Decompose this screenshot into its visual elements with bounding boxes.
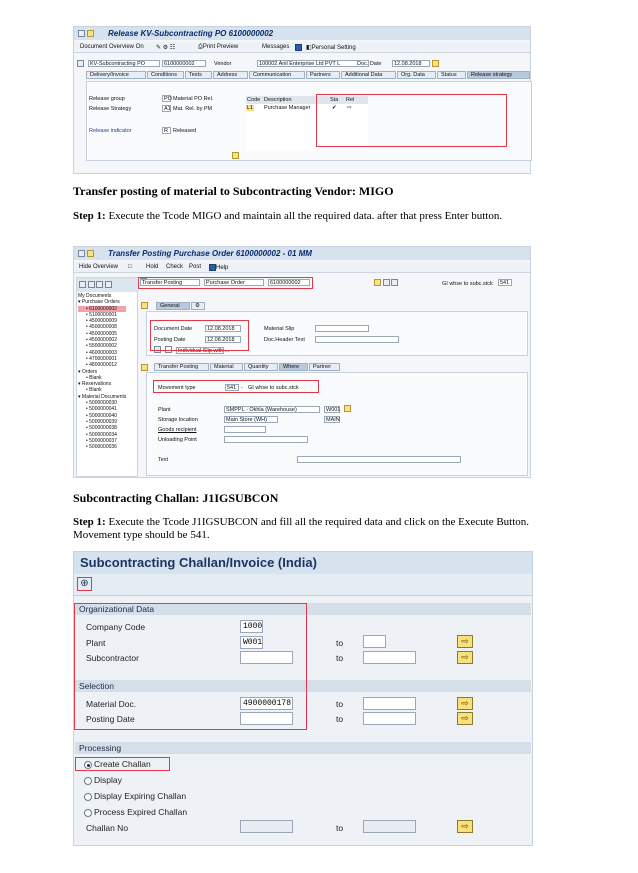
plant-to-label: to <box>336 638 344 648</box>
toolbar <box>74 574 532 596</box>
tab-status[interactable]: Status <box>437 71 466 79</box>
person-icon: ◧ <box>306 45 312 51</box>
tree-icons[interactable] <box>79 281 112 288</box>
subcontractor-multiple-selection-button[interactable]: ⇨ <box>457 651 473 664</box>
subcontractor-label: Subcontractor <box>86 653 139 663</box>
vendor-label: Vendor <box>214 61 232 67</box>
document-tree <box>76 277 138 477</box>
tree-list <box>78 293 126 450</box>
tree-material-doc-item[interactable]: • 5000000038 <box>86 425 117 432</box>
plant-field[interactable]: W001 <box>240 636 263 649</box>
tree-orders-blank[interactable]: • Blank <box>86 374 102 381</box>
goods-recipient-label: Goods recipient <box>158 427 197 433</box>
text-label: Text <box>158 457 169 463</box>
tab-address[interactable]: Address <box>213 71 248 79</box>
release-group-label: Release group <box>89 96 125 102</box>
tree-toolbar <box>77 278 139 292</box>
tab-extra-icon[interactable]: ⚙ <box>191 302 205 310</box>
release-strategy-code[interactable]: A1 <box>164 106 171 112</box>
tab-delivery-invoice[interactable]: Delivery/Invoice <box>86 71 146 79</box>
posting-date-label: Posting Date <box>154 337 186 343</box>
challan-no-label: Challan No <box>86 823 129 833</box>
help-button[interactable]: Help <box>209 264 228 271</box>
posting-date-to-field[interactable] <box>363 712 416 725</box>
challan-no-field[interactable] <box>240 820 293 833</box>
po-number-field[interactable]: 6100000002 <box>162 60 206 67</box>
screenshot-subcon-challan <box>73 551 533 846</box>
doc-date-field[interactable]: 12.08.2018 <box>392 60 430 67</box>
po-number-field[interactable]: 6100000002 <box>268 279 310 286</box>
tree-material-doc-item[interactable]: • 5000000039 <box>86 418 117 425</box>
col-description: Description <box>264 97 292 103</box>
tab-partner[interactable]: Partner <box>309 363 340 371</box>
plant-field[interactable]: SMPPL - Okhla (Warehouse) <box>224 406 320 413</box>
section1-heading: Transfer posting of material to Subcontracting Vendor: MIGO <box>73 184 394 198</box>
step-label: Step 1: <box>73 210 106 222</box>
radio-icon <box>84 809 92 817</box>
col-code: Code <box>247 97 261 103</box>
screenshot-migo <box>73 246 531 478</box>
reference-select[interactable]: Purchase Order <box>204 279 264 286</box>
movement-type-label: Movement type <box>158 385 196 391</box>
po-item-list <box>78 306 126 369</box>
material-doc-to-field[interactable] <box>363 697 416 710</box>
tree-purchase-orders[interactable]: ▾ Purchase Orders <box>78 299 120 306</box>
tree-reservations-blank[interactable]: • Blank <box>86 387 102 394</box>
plant-label: Plant <box>86 638 106 648</box>
tree-po-item[interactable]: • 4600000003 <box>86 349 117 356</box>
plant-label: Plant <box>158 407 171 413</box>
material-doc-field[interactable]: 4900000178 <box>240 697 293 710</box>
tab-material[interactable]: Material <box>210 363 243 371</box>
tree-po-item[interactable]: • 5100000001 <box>86 311 117 318</box>
posting-date-multiple-selection-button[interactable]: ⇨ <box>457 712 473 725</box>
window-title: Release KV-Subcontracting PO 6100000002 <box>74 27 530 40</box>
radio-icon <box>84 793 92 801</box>
personal-setting-button[interactable]: ◧Personal Setting <box>306 45 356 51</box>
tree-material-doc-item[interactable]: • 5000000040 <box>86 412 117 419</box>
challan-no-to-label: to <box>336 823 344 833</box>
goods-recipient-field[interactable] <box>224 426 266 433</box>
doc-header-text-field[interactable] <box>315 336 399 343</box>
tab-where[interactable]: Where <box>279 363 308 371</box>
release-group-desc: Material PO Rel. <box>173 96 214 102</box>
text-field[interactable] <box>297 456 461 463</box>
hold-button[interactable]: Hold <box>146 264 159 270</box>
release-indicator-code[interactable]: R <box>162 127 171 134</box>
doc-type-icon <box>77 60 84 67</box>
doc-type-select[interactable]: KV-Subcontracting PO <box>88 60 160 67</box>
release-indicator-label: Release indicator <box>89 128 132 134</box>
posting-date-label: Posting Date <box>86 714 135 724</box>
col-status: Sta <box>330 97 339 103</box>
option-create-challan[interactable]: Create Challan <box>84 759 151 769</box>
tab-transfer-posting[interactable]: Transfer Posting <box>154 363 209 371</box>
tree-po-item[interactable]: • 4500000002 <box>86 337 117 344</box>
movement-type-desc: GI whse to subc.stck <box>248 385 299 391</box>
company-code-label: Company Code <box>86 622 146 632</box>
row-description: Purchase Manager <box>264 105 311 111</box>
release-strategy-label: Release Strategy <box>89 106 132 112</box>
tab-strip <box>86 71 532 81</box>
material-slip-label: Material Slip <box>264 326 295 332</box>
org-section-header: Organizational Data <box>75 603 531 615</box>
highlight-box-action <box>138 277 313 289</box>
title-bar <box>74 552 532 574</box>
document-date-field[interactable]: 12.08.2018 <box>205 325 241 332</box>
highlight-box-movement <box>153 380 319 393</box>
tab-quantity[interactable]: Quantity <box>244 363 278 371</box>
toolbar-icons[interactable]: ✎ ⚙ ☷ <box>156 45 176 51</box>
step-text: Execute the Tcode J1IGSUBCON and fill all the required data and click on the Execute Button. Movement type should be 541. <box>73 516 530 541</box>
vendor-field[interactable]: 100002 Anil Enterprise Ltd PVT L <box>257 60 369 67</box>
challan-no-multiple-selection-button[interactable]: ⇨ <box>457 820 473 833</box>
menu-icon[interactable] <box>78 30 94 37</box>
tree-material-doc-item[interactable]: • 5000000036 <box>86 444 117 451</box>
document-date-label: Document Date <box>154 326 193 332</box>
material-doc-multiple-selection-button[interactable]: ⇨ <box>457 697 473 710</box>
tree-material-documents[interactable]: ▾ Material Documents <box>78 393 127 400</box>
highlight-box-selection <box>74 603 307 730</box>
tree-po-item[interactable]: • 4800000012 <box>86 362 117 369</box>
subcontractor-to-field[interactable] <box>363 651 416 664</box>
section1-step <box>73 210 553 223</box>
warning-icon <box>432 60 439 67</box>
tab-conditions[interactable]: Conditions <box>147 71 184 79</box>
new-doc-icon[interactable]: □ <box>128 264 132 270</box>
tree-po-item[interactable]: • 4500000009 <box>86 318 117 325</box>
toolbar <box>74 42 530 53</box>
movement-type-dash: - <box>241 385 243 391</box>
action-select[interactable]: Transfer Posting <box>140 279 200 286</box>
tree-po-item[interactable]: • 6100000002 <box>78 306 126 312</box>
highlight-box <box>316 94 507 147</box>
option-display-expiring[interactable]: Display Expiring Challan <box>84 791 186 801</box>
processing-section-header: Processing <box>75 742 531 754</box>
radio-selected-icon <box>84 761 92 769</box>
menu-icon[interactable] <box>78 250 94 257</box>
tree-po-item[interactable]: • 4700000001 <box>86 355 117 362</box>
plant-code[interactable]: W001 <box>326 407 341 413</box>
tree-orders[interactable]: ▾ Orders <box>78 368 98 375</box>
slip-select[interactable]: Individual Slip with ... <box>178 348 230 354</box>
collapse-icon[interactable] <box>141 302 148 309</box>
tab-communication[interactable]: Communication <box>249 71 305 79</box>
unloading-point-field[interactable] <box>224 436 308 443</box>
posting-date-field[interactable]: 12.08.2018 <box>205 336 241 343</box>
subcontractor-to-label: to <box>336 653 344 663</box>
release-strategy-desc: Mat. Rel. by PM <box>173 106 213 112</box>
expand-icon[interactable] <box>232 152 239 159</box>
tab-texts[interactable]: Texts <box>185 71 212 79</box>
tree-material-doc-item[interactable]: • 5000000041 <box>86 406 117 413</box>
radio-icon <box>84 777 92 785</box>
storage-location-code[interactable]: MAIN <box>326 417 340 423</box>
document-overview-button[interactable]: Document Overview On <box>80 44 144 50</box>
step-text: Execute the Tcode MIGO and maintain all the required data. after that press Enter button. <box>105 210 503 222</box>
doc-date-label: Doc. Date <box>357 61 382 67</box>
person-search-icon[interactable] <box>344 405 351 412</box>
header-row <box>74 58 530 70</box>
screenshot-release-po <box>73 26 531 174</box>
tree-po-item[interactable]: • 4500000008 <box>86 324 117 331</box>
help-icon <box>209 264 216 271</box>
tree-po-item[interactable]: • 5500000002 <box>86 343 117 350</box>
window-title: Transfer Posting Purchase Order 6100000002 - 01 MM <box>74 247 530 260</box>
release-indicator-desc: Released <box>173 128 197 134</box>
messages-button[interactable]: Messages <box>262 44 290 50</box>
material-doc-to-label: to <box>336 699 344 709</box>
posting-date-to-label: to <box>336 714 344 724</box>
tree-material-doc-item[interactable]: • 5000000037 <box>86 437 117 444</box>
material-slip-field[interactable] <box>315 325 369 332</box>
challan-no-to-field[interactable] <box>363 820 416 833</box>
col-release: Rel <box>346 97 355 103</box>
checkmark-icon: ✔ <box>332 105 337 111</box>
movement-summary: GI whse to subc.stck <box>442 281 493 287</box>
window-title: Subcontracting Challan/Invoice (India) <box>80 555 317 570</box>
storage-location-field[interactable]: Main Store (WH) <box>224 416 278 423</box>
tree-material-doc-item[interactable]: • 5000000034 <box>86 431 117 438</box>
printer-icon: ⎙ <box>198 44 203 50</box>
section2-heading: Subcontracting Challan: J1IGSUBCON <box>73 491 279 505</box>
check-button[interactable]: Check <box>166 264 184 270</box>
selection-section-header: Selection <box>75 680 531 692</box>
post-button[interactable]: Post <box>189 264 202 270</box>
plant-multiple-selection-button[interactable]: ⇨ <box>457 635 473 648</box>
option-display[interactable]: Display <box>84 775 122 785</box>
tree-material-doc-item[interactable]: • 5000000030 <box>86 400 117 407</box>
movement-summary-code[interactable]: 541 <box>498 279 512 286</box>
movement-type-code[interactable]: 541 <box>225 384 239 391</box>
tree-po-item[interactable]: • 4500000005 <box>86 330 117 337</box>
search-icons[interactable] <box>374 279 398 286</box>
tab-additional-data[interactable]: Additional Data <box>341 71 396 79</box>
tree-reservations[interactable]: ▾ Reservations <box>78 381 112 388</box>
tab-partners[interactable]: Partners <box>306 71 340 79</box>
release-arrow-icon[interactable]: ⇨ <box>347 105 352 111</box>
md-item-list <box>78 400 126 450</box>
tab-general[interactable]: General <box>156 302 190 310</box>
info-icon[interactable] <box>295 44 302 51</box>
material-doc-label: Material Doc. <box>86 699 137 709</box>
tree-my-documents[interactable]: My Documents <box>78 293 112 299</box>
tab-release-strategy[interactable]: Release strategy <box>467 71 530 79</box>
print-preview-button[interactable]: ⎙Print Preview <box>198 44 239 50</box>
plant-to-field[interactable] <box>363 635 386 648</box>
company-code-field[interactable]: 1000 <box>240 620 263 633</box>
release-group-code[interactable]: PO <box>164 96 172 102</box>
execute-icon[interactable]: ⊕ <box>77 577 92 591</box>
toolbar <box>74 262 530 273</box>
storage-location-label: Storage location <box>158 417 198 423</box>
option-process-expired[interactable]: Process Expired Challan <box>84 807 187 817</box>
unloading-point-label: Unloading Point <box>158 437 197 443</box>
section2-step <box>73 516 553 542</box>
step-label: Step 1: <box>73 516 106 528</box>
row-code: L1 <box>247 105 254 111</box>
tab-org-data[interactable]: Org. Data <box>397 71 436 79</box>
doc-header-text-label: Doc.Header Text <box>264 337 305 343</box>
highlight-box-dates <box>150 320 249 351</box>
hide-overview-button[interactable]: Hide Overview <box>79 264 119 270</box>
item-collapse-icon[interactable] <box>141 364 148 371</box>
